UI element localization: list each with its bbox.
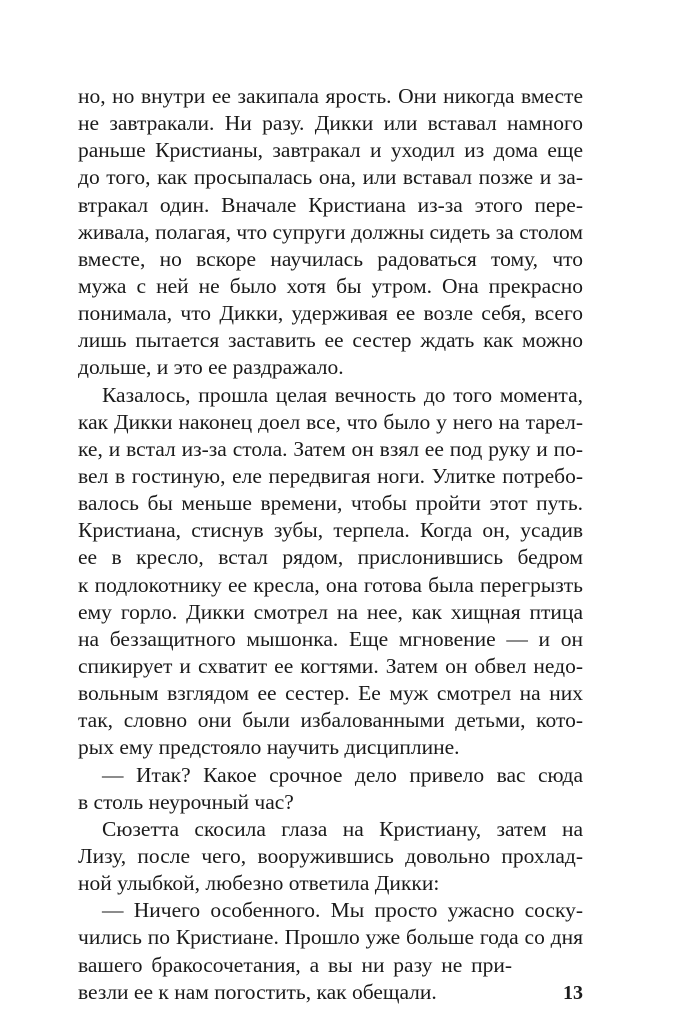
text-line: вместе, но вскоре научилась радоваться тому, что bbox=[78, 246, 583, 271]
text-line: не завтракали. Ни разу. Дикки или вставал намного bbox=[78, 111, 583, 136]
text-line: — Итак? Какое срочное дело привело вас сюда bbox=[102, 762, 583, 787]
text-line: к подлокотнику ее кресла, она готова была перегрызть bbox=[78, 572, 583, 597]
page-number: 13 bbox=[563, 981, 583, 1004]
text-line: но, но внутри ее закипала ярость. Они никогда вместе bbox=[78, 84, 583, 108]
text-line: валось бы меньше времени, чтобы пройти этот путь. bbox=[78, 491, 583, 516]
text-line: спикирует и схватит ее когтями. Затем он обвел недо- bbox=[78, 653, 583, 678]
last-line-with-folio bbox=[78, 979, 583, 1006]
text-line: живала, полагая, что супруги должны сидеть за столом bbox=[78, 219, 583, 244]
text-line: рых ему предстояло научить дисциплине. bbox=[78, 735, 460, 760]
text-line: вольным взглядом ее сестер. Ее муж смотрел на них bbox=[78, 681, 583, 706]
text-line: — Ничего особенного. Мы просто ужасно соску- bbox=[102, 898, 583, 923]
text-line: вел в гостиную, еле передвигая ноги. Улитке потребо- bbox=[78, 463, 583, 488]
text-line: везли ее к нам погостить, как обещали. bbox=[78, 979, 437, 1004]
text-line: ной улыбкой, любезно ответила Дикки: bbox=[78, 871, 440, 896]
text-line: как Дикки наконец доел все, что было у него на тарел- bbox=[78, 409, 583, 434]
text-line: втракал один. Вначале Кристиана из-за этого пере- bbox=[78, 192, 583, 217]
text-line: Казалось, прошла целая вечность до того момента, bbox=[102, 382, 583, 407]
text-line: понимала, что Дикки, удерживая ее возле себя, всего bbox=[78, 301, 583, 326]
text-line: дольше, и это ее раздражало. bbox=[78, 355, 344, 380]
text-line: ке, и встал из-за стола. Затем он взял ее под руку и по- bbox=[78, 436, 583, 461]
text-line: Лизу, после чего, вооружившись довольно прохлад- bbox=[78, 843, 583, 868]
text-line: ему горло. Дикки смотрел на нее, как хищная птица bbox=[78, 599, 583, 624]
text-line: в столь неурочный час? bbox=[78, 789, 294, 814]
text-line: лишь пытается заставить ее сестер ждать как можно bbox=[78, 328, 583, 353]
text-line: раньше Кристианы, завтракал и уходил из дома еще bbox=[78, 138, 583, 163]
book-page bbox=[78, 83, 583, 1006]
text-line: до того, как просыпалась она, или вставал позже и за- bbox=[78, 165, 583, 190]
text-line: так, словно они были избалованными детьми, кото- bbox=[78, 708, 583, 733]
text-line: на беззащитного мышонка. Еще мгновение — и он bbox=[78, 626, 583, 651]
text-line: Кристиана, стиснув зубы, терпела. Когда он, усадив bbox=[78, 518, 583, 543]
text-line: ее в кресло, встал рядом, прислонившись бедром bbox=[78, 545, 583, 570]
text-line: Сюзетта скосила глаза на Кристиану, затем на bbox=[102, 816, 583, 841]
text-line: мужа с ней не было хотя бы утром. Она прекрасно bbox=[78, 273, 583, 298]
text-line: вашего бракосочетания, а вы ни разу не при- bbox=[78, 952, 512, 977]
text-line: чились по Кристиане. Прошло уже больше года со дня bbox=[78, 925, 583, 950]
